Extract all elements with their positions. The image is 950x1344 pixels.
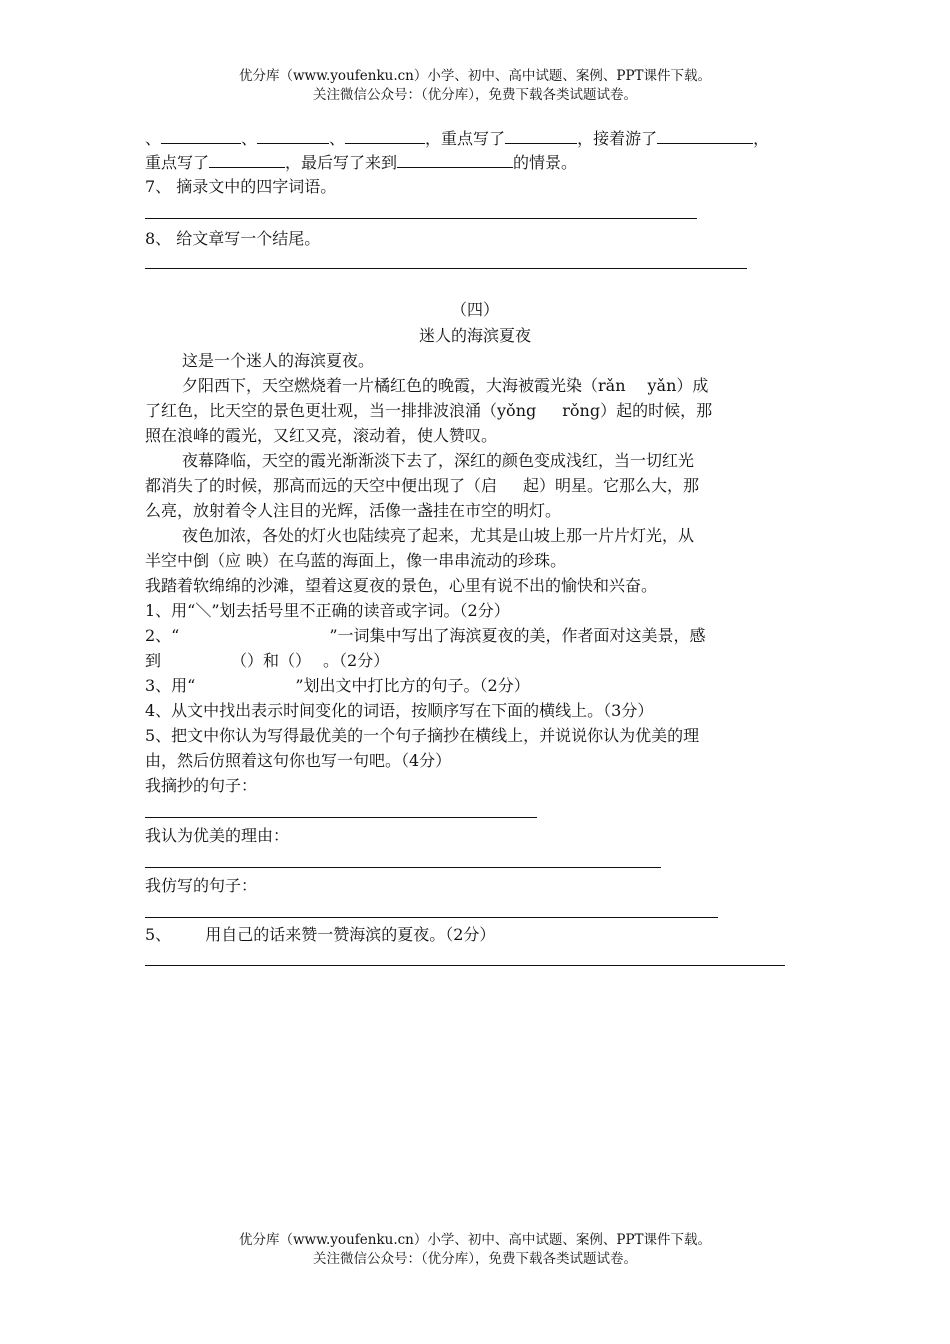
- page-header-line1: 优分库（www.youfenku.cn）小学、初中、高中试题、案例、PPT课件下载。: [238, 68, 712, 84]
- question-5-line-2: 由，然后仿照着这句你也写一句吧。（4分）: [145, 751, 452, 770]
- text: ，重点写了: [425, 129, 506, 148]
- answer-line-7[interactable]: [145, 218, 697, 219]
- separator: 、: [145, 129, 162, 148]
- text: ）成: [676, 376, 709, 395]
- question-7: 7、 摘录文中的四字词语。: [145, 177, 337, 196]
- passage-paragraph-2-line-1: [182, 375, 708, 397]
- text: 3、用“: [145, 676, 196, 695]
- blank-field[interactable]: [209, 151, 285, 168]
- blank-field[interactable]: [505, 127, 577, 144]
- pinyin-option: rǒng: [562, 401, 601, 420]
- text: 用自己的话来赞一赞海滨的夏夜。（2分）: [205, 925, 496, 944]
- text: ）起的时候，那: [600, 401, 713, 420]
- text: ”一词集中写出了海滨夏夜的美，作者面对这美景，感: [329, 626, 706, 645]
- text: （）和（）: [231, 651, 312, 670]
- passage-paragraph-2-line-3: 照在浪峰的霞光，又红又亮，滚动着，使人赞叹。: [145, 426, 498, 445]
- question-4: 4、从文中找出表示时间变化的词语，按顺序写在下面的横线上。（3分）: [145, 701, 654, 720]
- passage-paragraph-3-line-3: 么亮，放射着令人注目的光辉，活像一盏挂在市空的明灯。: [145, 501, 562, 520]
- imitate-sentence-label: 我仿写的句子：: [145, 876, 258, 895]
- praise-line[interactable]: [145, 965, 785, 966]
- passage-paragraph-4-line-2: 半空中倒（应 映）在乌蓝的海面上，像一串串流动的珍珠。: [145, 551, 567, 570]
- passage-paragraph-4-line-1: 夜色加浓，各处的灯火也陆续亮了起来，尤其是山坡上那一片片灯光，从: [182, 526, 695, 545]
- reason-label: 我认为优美的理由：: [145, 826, 290, 845]
- text: ”划出文中打比方的句子。（2分）: [295, 676, 530, 695]
- reason-line[interactable]: [145, 867, 661, 868]
- text: 了红色，比天空的景色更壮观，当一排排波浪涌（: [145, 401, 498, 420]
- imitate-sentence-line[interactable]: [145, 917, 718, 918]
- question-3: [145, 675, 530, 697]
- pinyin-option: rǎn: [598, 376, 626, 395]
- question-1: 1、用“＼”划去括号里不正确的读音或字词。（2分）: [145, 601, 510, 620]
- copy-sentence-line[interactable]: [145, 817, 537, 818]
- text: 重点写了: [145, 153, 210, 172]
- passage-paragraph-2-line-2: [145, 400, 712, 422]
- pinyin-option: yǎn: [647, 376, 677, 395]
- question-5-line-1: 5、把文中你认为写得最优美的一个句子摘抄在横线上，并说说你认为优美的理: [145, 726, 700, 745]
- text: 2、“: [145, 626, 180, 645]
- question-2-line-1: [145, 625, 706, 647]
- answer-line-8[interactable]: [145, 268, 747, 269]
- page-header-line2: 关注微信公众号：（优分库），免费下载各类试题试卷。: [313, 87, 637, 103]
- blank-field[interactable]: [657, 127, 753, 144]
- text: 。（2分）: [323, 651, 390, 670]
- blank-field[interactable]: [257, 127, 329, 144]
- text: ，最后写了来到: [285, 153, 398, 172]
- blank-field[interactable]: [161, 127, 241, 144]
- passage-paragraph-5: 我踏着软绵绵的沙滩，望着这夏夜的景色，心里有说不出的愉快和兴奋。: [145, 576, 658, 595]
- text: 的情景。: [513, 153, 578, 172]
- text: 起）明星。它那么大，那: [523, 476, 700, 495]
- text: 都消失了的时候，那高而远的天空中便出现了（启: [145, 476, 498, 495]
- text: 5、: [145, 925, 172, 944]
- text: ，接着游了: [577, 129, 658, 148]
- question-6: [145, 924, 495, 946]
- blank-field[interactable]: [397, 151, 513, 168]
- question-2-line-2: [145, 650, 389, 672]
- page-footer-line1: 优分库（www.youfenku.cn）小学、初中、高中试题、案例、PPT课件下载。: [238, 1232, 712, 1248]
- text: 到: [145, 651, 162, 670]
- separator: 、: [329, 129, 346, 148]
- text: 夕阳西下，天空燃烧着一片橘红色的晚霞，大海被霞光染（: [182, 376, 599, 395]
- text: ，: [753, 129, 770, 148]
- section-number: （四）: [450, 300, 499, 319]
- blank-field[interactable]: [345, 127, 425, 144]
- passage-title: 迷人的海滨夏夜: [418, 326, 531, 345]
- pinyin-option: yǒng: [497, 401, 537, 420]
- passage-paragraph-3-line-1: 夜幕降临，天空的霞光渐渐淡下去了，深红的颜色变成浅红，当一切红光: [182, 451, 695, 470]
- question-8: 8、 给文章写一个结尾。: [145, 229, 321, 248]
- fill-blank-line-2: [145, 151, 577, 174]
- page-footer-line2: 关注微信公众号：（优分库），免费下载各类试题试卷。: [313, 1251, 637, 1267]
- passage-paragraph-3-line-2: [145, 475, 699, 497]
- passage-paragraph-1: 这是一个迷人的海滨夏夜。: [182, 351, 375, 370]
- separator: 、: [241, 129, 258, 148]
- copy-sentence-label: 我摘抄的句子：: [145, 776, 258, 795]
- fill-blank-line-1: [145, 127, 769, 150]
